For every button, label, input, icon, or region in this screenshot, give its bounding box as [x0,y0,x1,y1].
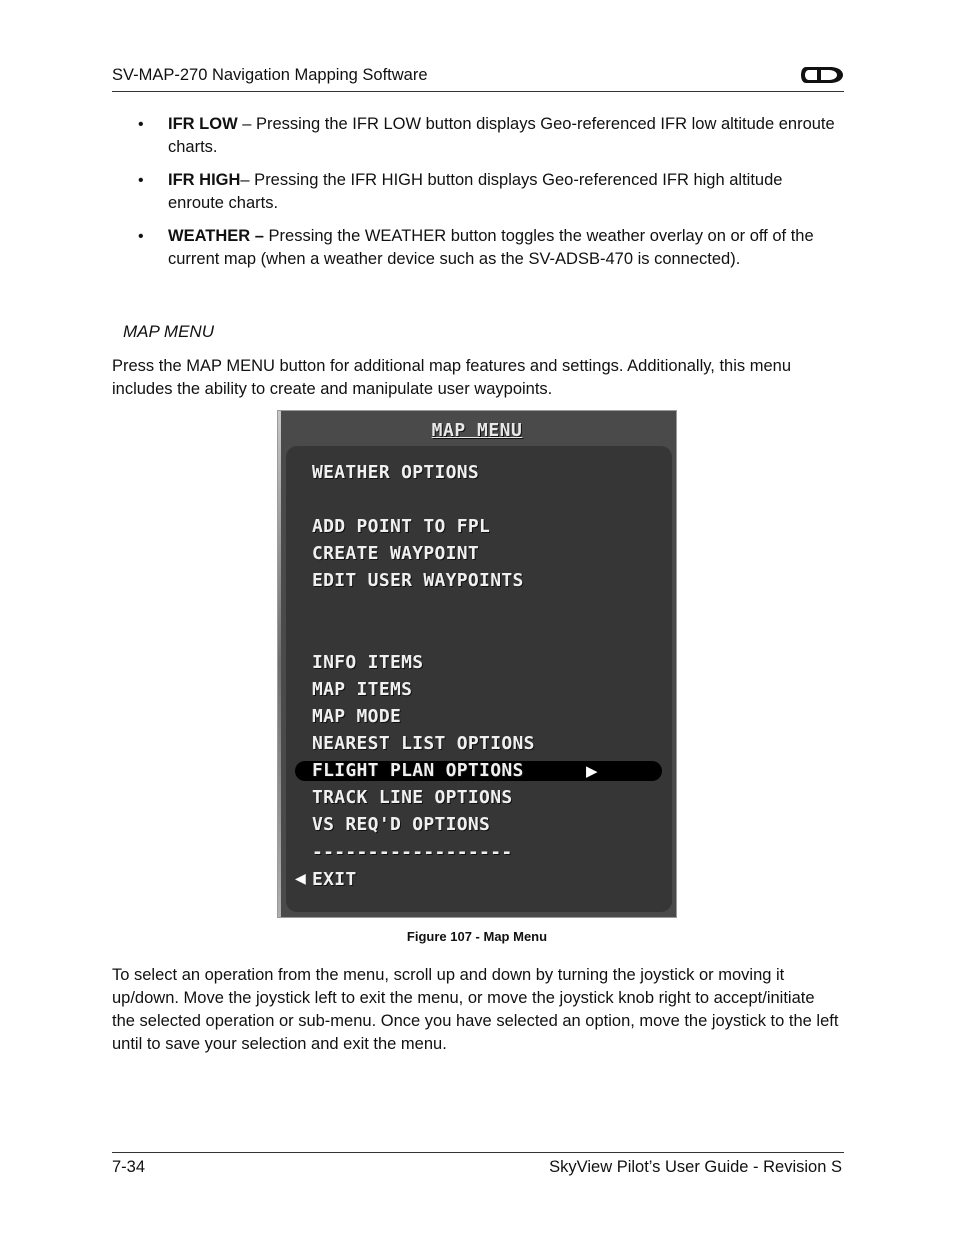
menu-item-add-point-to-fpl[interactable]: ADD POINT TO FPL [312,516,491,537]
page-number: 7-34 [112,1158,146,1176]
menu-item-map-mode[interactable]: MAP MODE [312,706,402,727]
feature-bullet-list [138,113,838,281]
list-item [138,225,838,271]
frame-edge [278,411,281,917]
map-menu-figure [277,410,677,918]
bullet-icon: • [138,228,144,245]
page-footer [112,1152,844,1183]
bullet-text: – Pressing the IFR LOW button displays Geo-referenced IFR low altitude enroute charts. [168,115,835,156]
menu-item-exit[interactable]: EXIT [312,869,357,890]
bullet-text: Pressing the WEATHER button toggles the weather overlay on or off of the current map (when a weather device such as the SV-ADSB-470 is connected). [168,227,814,268]
document-title: SkyView Pilot’s User Guide - Revision S [549,1158,842,1176]
menu-panel [286,446,672,912]
bullet-term: IFR LOW [168,115,238,133]
menu-item-track-line-options[interactable]: TRACK LINE OPTIONS [312,787,513,808]
page-header [112,64,844,92]
menu-title: MAP MENU [431,420,523,441]
menu-item-nearest-list-options[interactable]: NEAREST LIST OPTIONS [312,733,535,754]
figure-caption: Figure 107 - Map Menu [406,929,548,944]
menu-item-map-items[interactable]: MAP ITEMS [312,679,413,700]
menu-item-edit-user-waypoints[interactable]: EDIT USER WAYPOINTS [312,570,524,591]
intro-paragraph: Press the MAP MENU button for additional map features and settings. Additionally, this menu includes the ability to create and manipulate user waypoints. [112,357,791,398]
list-item [138,113,838,159]
bullet-icon: • [138,172,144,189]
header-title: SV-MAP-270 Navigation Mapping Software [112,66,428,84]
menu-item-create-waypoint[interactable]: CREATE WAYPOINT [312,543,480,564]
menu-separator: ------------------ [312,842,513,863]
back-arrow-icon: ◀ [295,870,306,886]
menu-item-info-items[interactable]: INFO ITEMS [312,652,424,673]
bullet-text: – Pressing the IFR HIGH button displays Geo-referenced IFR high altitude enroute charts. [168,171,783,212]
menu-item-vs-reqd-options[interactable]: VS REQ'D OPTIONS [312,814,491,835]
bullet-term: WEATHER – [168,227,264,245]
submenu-arrow-icon: ▶ [586,763,598,780]
body-paragraph: To select an operation from the menu, scroll up and down by turning the joystick or moving it up/down. Move the joystick left to exit the menu, or move the joystick knob right to accept/initiate the selected operation or sub-menu. Once you have selected an option, move the joystick to the left until to save your selection and exit the menu. [112,966,839,1053]
menu-item-weather-options[interactable]: WEATHER OPTIONS [312,462,480,483]
list-item [138,169,838,215]
dynon-logo-icon [800,64,844,86]
menu-item-flight-plan-options[interactable]: FLIGHT PLAN OPTIONS [312,760,524,781]
bullet-term: IFR HIGH [168,171,241,189]
bullet-icon: • [138,116,144,133]
section-heading: MAP MENU [123,322,214,341]
